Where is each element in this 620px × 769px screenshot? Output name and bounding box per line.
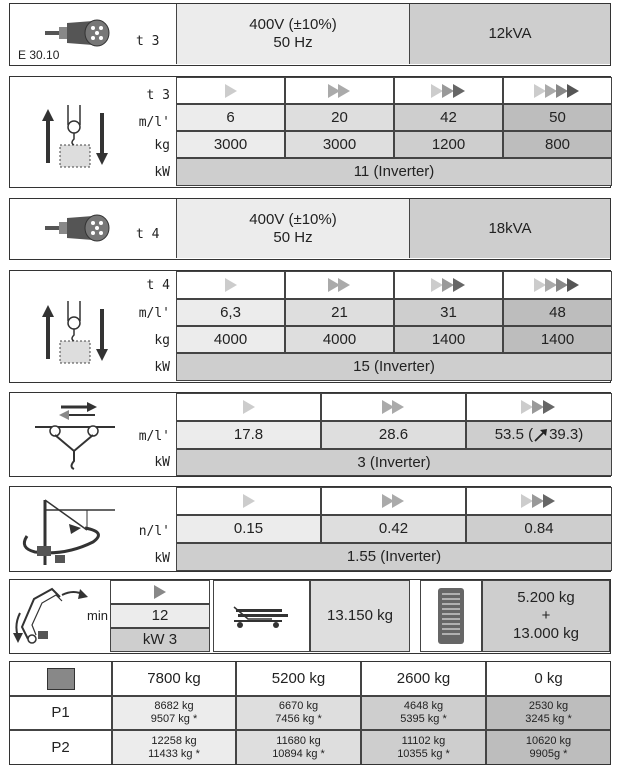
slewing-power: 1.55 (Inverter)	[176, 543, 612, 571]
speed-3-header	[466, 393, 612, 421]
speed-3-header	[466, 487, 612, 515]
p2-cell-2: 11680 kg 10894 kg *	[236, 730, 361, 764]
power-unit-label: kW	[154, 455, 170, 470]
speed-unit-label: m/l'	[138, 429, 170, 444]
ballast-block-icon	[438, 588, 464, 644]
hoist-load-2: 3000	[285, 131, 394, 158]
hoist-speed-1: 6	[176, 104, 285, 131]
slewing-speed-3: 0.84	[466, 515, 612, 543]
power-rating-value: 12kVA	[488, 25, 532, 42]
p1-cell-3: 4648 kg 5395 kg *	[361, 696, 486, 730]
speed-1-header	[176, 393, 321, 421]
transport-icon-cell	[213, 580, 310, 652]
p1-cell-4: 2530 kg 3245 kg *	[486, 696, 610, 730]
hoist-power: 11 (Inverter)	[176, 158, 612, 186]
power-rating-cell	[410, 199, 610, 258]
hoist-speed-1: 6,3	[176, 299, 285, 326]
hoist-panel-t3	[9, 76, 611, 188]
slewing-panel	[9, 486, 611, 572]
p1-cell-1: 8682 kg 9507 kg *	[112, 696, 236, 730]
hoist-load-1: 3000	[176, 131, 285, 158]
speed-3-header	[394, 271, 503, 299]
voltage-cell	[176, 4, 410, 64]
speed-3-header	[394, 77, 503, 104]
table-header-3: 2600 kg	[361, 662, 486, 696]
p1-cell-2: 6670 kg 7456 kg *	[236, 696, 361, 730]
hoist-load-3: 1400	[394, 326, 503, 353]
speed-header	[110, 580, 210, 604]
diagonal-arrow-icon	[534, 428, 548, 442]
hoist-speed-2: 20	[285, 104, 394, 131]
speed-2-header	[321, 487, 466, 515]
crane-type-label: t 4	[136, 227, 160, 242]
frequency-value: 50 Hz	[273, 34, 313, 51]
p2-cell-1: 12258 kg 11433 kg *	[112, 730, 236, 764]
power-unit-label: kW	[154, 551, 170, 566]
hoist-load-4: 800	[503, 131, 612, 158]
table-header-1: 7800 kg	[112, 662, 236, 696]
speed-2-header	[285, 77, 394, 104]
speed-unit-label: m/l'	[138, 306, 170, 321]
crane-type-label: t 3	[136, 34, 160, 49]
power-plug-icon	[45, 213, 115, 243]
trolley-speed-3-value: 53.5 (	[494, 426, 534, 443]
hoist-load-3: 1200	[394, 131, 503, 158]
erection-panel	[9, 579, 611, 654]
speed-2-header	[285, 271, 394, 299]
trolley-speed-3-alt: 39.3)	[549, 426, 584, 443]
model-code: E 30.10	[18, 48, 60, 62]
p2-cell-4: 10620 kg 9905g *	[486, 730, 610, 764]
ballast-weight	[482, 580, 610, 652]
row-label-p1: P1	[10, 696, 112, 730]
load-block-icon	[47, 668, 75, 690]
trolley-travel-icon	[35, 399, 125, 469]
power-rating-cell	[410, 4, 610, 64]
erection-power: kW 3	[110, 628, 210, 652]
voltage-cell	[176, 199, 410, 258]
hoist-speed-2: 21	[285, 299, 394, 326]
hoist-winch-icon	[40, 301, 120, 371]
trolley-speed-2: 28.6	[321, 421, 466, 449]
table-corner-cell	[10, 662, 112, 696]
voltage-value: 400V (±10%)	[249, 210, 337, 228]
hoist-winch-icon	[40, 105, 120, 175]
speed-4-header	[503, 77, 612, 104]
transport-weight: 13.150 kg	[310, 580, 410, 652]
slewing-speed-2: 0.42	[321, 515, 466, 543]
crane-type-label: t 3	[146, 88, 170, 103]
frequency-value: 50 Hz	[273, 228, 313, 246]
ballast-icon-cell	[420, 580, 482, 652]
hoist-speed-4: 50	[503, 104, 612, 131]
hoist-speed-4: 48	[503, 299, 612, 326]
table-header-2: 5200 kg	[236, 662, 361, 696]
power-plug-icon	[45, 18, 115, 48]
ballast-weight-2: 13.000 kg	[513, 625, 579, 642]
hoist-speed-3: 42	[394, 104, 503, 131]
speed-1-header	[176, 77, 285, 104]
power-rating-value: 18kVA	[488, 219, 532, 237]
crane-type-label: t 4	[146, 278, 170, 293]
erection-time: 12	[110, 604, 210, 628]
axle-load-panel	[9, 661, 611, 765]
hoist-speed-3: 31	[394, 299, 503, 326]
power-supply-panel-t4	[9, 198, 611, 260]
trolley-power: 3 (Inverter)	[176, 449, 612, 476]
power-supply-panel-t3	[9, 3, 611, 66]
slewing-speed-1: 0.15	[176, 515, 321, 543]
hoist-load-4: 1400	[503, 326, 612, 353]
speed-1-header	[176, 487, 321, 515]
load-unit-label: kg	[154, 333, 170, 348]
hoist-power: 15 (Inverter)	[176, 353, 612, 381]
trolley-panel	[9, 392, 611, 477]
p2-cell-3: 11102 kg 10355 kg *	[361, 730, 486, 764]
ballast-weight-1: 5.200 kg	[517, 589, 575, 606]
speed-4-header	[503, 271, 612, 299]
voltage-value: 400V (±10%)	[249, 16, 337, 33]
speed-unit-label: n/l'	[138, 524, 170, 539]
load-unit-label: kg	[154, 138, 170, 153]
slewing-crane-icon	[15, 490, 125, 570]
ballast-plus: +	[541, 607, 551, 624]
power-unit-label: kW	[154, 360, 170, 375]
trolley-speed-1: 17.8	[176, 421, 321, 449]
speed-1-header	[176, 271, 285, 299]
folded-crane-transport-icon	[232, 603, 292, 629]
hoist-panel-t4	[9, 270, 611, 383]
time-unit-label: min	[87, 608, 108, 623]
speed-2-header	[321, 393, 466, 421]
hoist-load-2: 4000	[285, 326, 394, 353]
hoist-load-1: 4000	[176, 326, 285, 353]
power-unit-label: kW	[154, 165, 170, 180]
speed-unit-label: m/l'	[138, 115, 170, 130]
table-header-4: 0 kg	[486, 662, 610, 696]
trolley-speed-3	[466, 421, 612, 449]
row-label-p2: P2	[10, 730, 112, 764]
